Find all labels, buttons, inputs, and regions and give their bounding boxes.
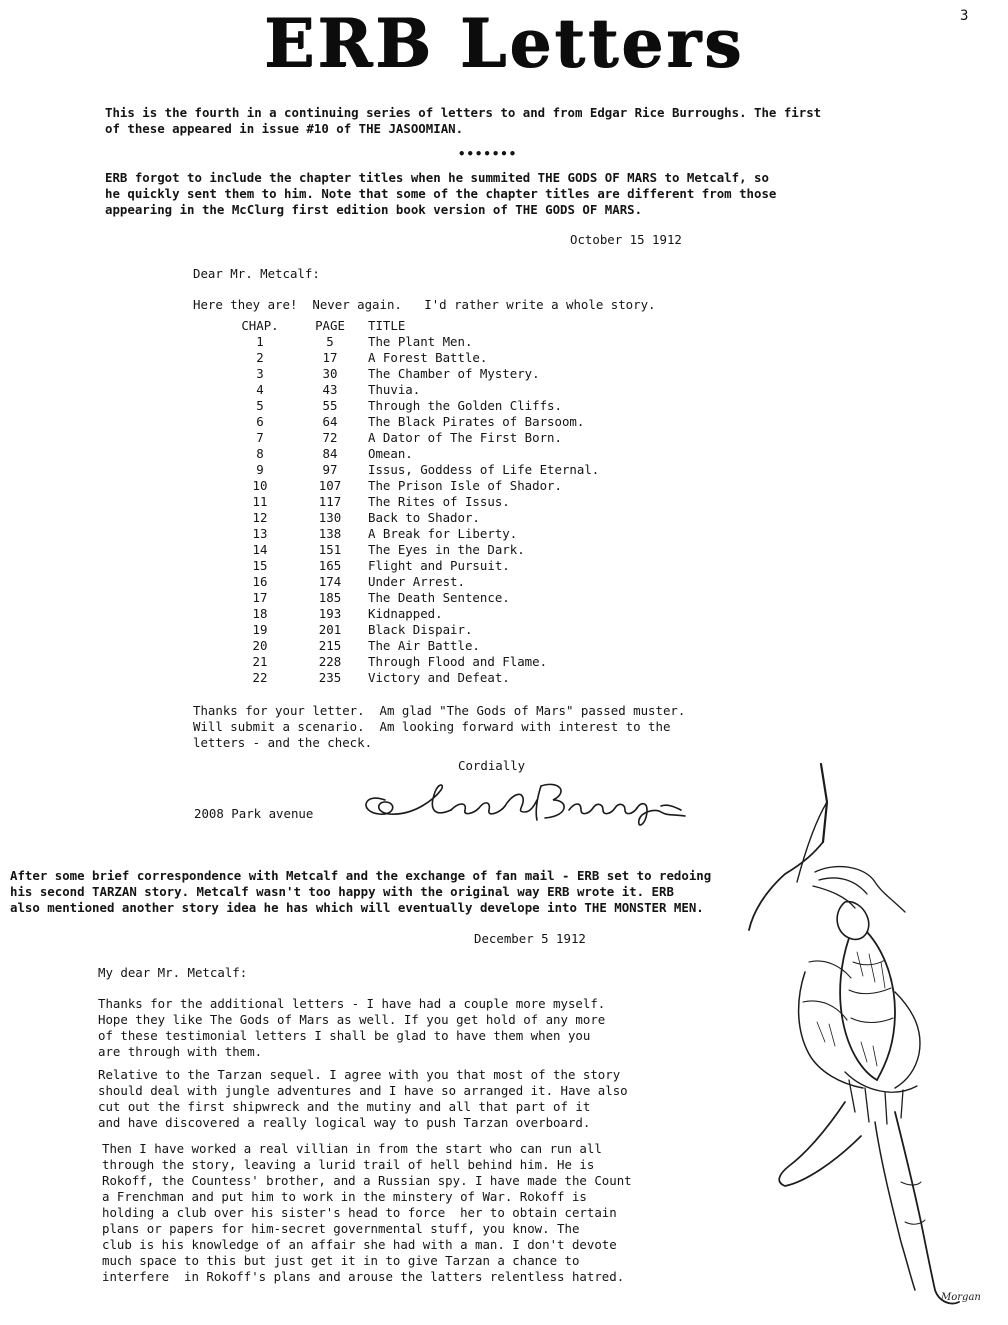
chapter-number: 20 bbox=[252, 638, 268, 653]
body-line: plans or papers for him-secret governmental stuff, you know. The bbox=[102, 1221, 580, 1236]
chapter-title: The Plant Men. bbox=[368, 334, 473, 349]
chapter-number: 13 bbox=[252, 526, 268, 541]
chapter-number: 9 bbox=[256, 462, 264, 477]
closing-line: Thanks for your letter. Am glad "The Gods of Mars" passed muster. bbox=[193, 703, 686, 718]
chapter-page: 55 bbox=[322, 398, 338, 413]
note-line: he quickly sent them to him. Note that some of the chapter titles are different from those bbox=[105, 186, 777, 201]
chapter-number: 4 bbox=[256, 382, 264, 397]
chapter-number: 8 bbox=[256, 446, 264, 461]
letter1-closing bbox=[193, 703, 685, 751]
body-line: and have discovered a really logical way to push Tarzan overboard. bbox=[98, 1115, 591, 1130]
chapter-page: 72 bbox=[322, 430, 338, 445]
chapter-row bbox=[228, 494, 668, 510]
letter1-address: 2008 Park avenue bbox=[194, 806, 314, 821]
chapter-title: Back to Shador. bbox=[368, 510, 480, 525]
body-line: are through with them. bbox=[98, 1044, 263, 1059]
chapter-row bbox=[228, 478, 668, 494]
chapter-title: Omean. bbox=[368, 446, 413, 461]
chapter-title: The Prison Isle of Shador. bbox=[368, 478, 562, 493]
chapter-title: A Forest Battle. bbox=[368, 350, 488, 365]
chapter-title: The Death Sentence. bbox=[368, 590, 510, 605]
chapter-row bbox=[228, 398, 668, 414]
chapter-title: Thuvia. bbox=[368, 382, 421, 397]
chapter-row bbox=[228, 638, 668, 654]
chapter-number: 5 bbox=[256, 398, 264, 413]
intro-paragraph bbox=[105, 105, 821, 137]
chapter-title: The Eyes in the Dark. bbox=[368, 542, 525, 557]
chapter-row bbox=[228, 430, 668, 446]
chapter-row bbox=[228, 366, 668, 382]
chapter-page: 165 bbox=[318, 558, 342, 573]
chapter-page: 215 bbox=[318, 638, 342, 653]
transition-line: After some brief correspondence with Metcalf and the exchange of fan mail - ERB set to redoing bbox=[10, 868, 712, 883]
chapter-row bbox=[228, 558, 668, 574]
body-line: much space to this but just get it in to give Tarzan a chance to bbox=[102, 1253, 580, 1268]
editor-transition bbox=[10, 868, 711, 916]
chapter-row bbox=[228, 670, 668, 686]
chapter-row bbox=[228, 510, 668, 526]
chapter-title: A Dator of The First Born. bbox=[368, 430, 562, 445]
chapter-page: 117 bbox=[318, 494, 342, 509]
chapter-page: 201 bbox=[318, 622, 342, 637]
chapter-title: Black Dispair. bbox=[368, 622, 473, 637]
chapter-number: 10 bbox=[252, 478, 268, 493]
chapter-number: 17 bbox=[252, 590, 268, 605]
body-line: Rokoff, the Countess' brother, and a Russian spy. I have made the Count bbox=[102, 1173, 632, 1188]
chapter-row bbox=[228, 654, 668, 670]
body-line: Then I have worked a real villian in from the start who can run all bbox=[102, 1141, 602, 1156]
chapter-page: 185 bbox=[318, 590, 342, 605]
tarzan-illustration bbox=[745, 762, 1000, 1312]
letter1-salutation: Dear Mr. Metcalf: bbox=[193, 266, 320, 281]
letter2-paragraph-2 bbox=[98, 1067, 628, 1131]
chapter-row bbox=[228, 350, 668, 366]
page-number: 3 bbox=[960, 8, 969, 24]
letter2-paragraph-3 bbox=[102, 1141, 632, 1285]
chapter-number: 7 bbox=[256, 430, 264, 445]
chapter-row bbox=[228, 574, 668, 590]
chapter-page: 43 bbox=[322, 382, 338, 397]
chapter-page: 84 bbox=[322, 446, 338, 461]
body-line: Hope they like The Gods of Mars as well. If you get hold of any more bbox=[98, 1012, 606, 1027]
artist-signature: Morgan bbox=[941, 1292, 981, 1303]
chapter-title: Through the Golden Cliffs. bbox=[368, 398, 562, 413]
chapter-row bbox=[228, 606, 668, 622]
chapter-page: 193 bbox=[318, 606, 342, 621]
chapter-page: 228 bbox=[318, 654, 342, 669]
chapter-row bbox=[228, 446, 668, 462]
chapter-row bbox=[228, 462, 668, 478]
intro-line: This is the fourth in a continuing series of letters to and from Edgar Rice Burroughs. The first bbox=[105, 105, 822, 120]
chapter-number: 22 bbox=[252, 670, 268, 685]
chapter-page: 5 bbox=[326, 334, 334, 349]
chapter-number: 11 bbox=[252, 494, 268, 509]
letter1-sign-off: Cordially bbox=[458, 758, 526, 773]
chapter-number: 19 bbox=[252, 622, 268, 637]
chapter-title: Victory and Defeat. bbox=[368, 670, 510, 685]
chapter-row bbox=[228, 382, 668, 398]
chapter-page: 235 bbox=[318, 670, 342, 685]
chapter-number: 16 bbox=[252, 574, 268, 589]
body-line: a Frenchman and put him to work in the minstery of War. Rokoff is bbox=[102, 1189, 587, 1204]
chapter-title: The Black Pirates of Barsoom. bbox=[368, 414, 585, 429]
burroughs-signature bbox=[355, 772, 695, 836]
note-line: appearing in the McClurg first edition book version of THE GODS OF MARS. bbox=[105, 202, 643, 217]
body-line: cut out the first shipwreck and the mutiny and all that part of it bbox=[98, 1099, 591, 1114]
chapter-table-header bbox=[228, 318, 668, 334]
letter2-paragraph-1 bbox=[98, 996, 605, 1060]
chapter-page: 17 bbox=[322, 350, 338, 365]
chapter-number: 14 bbox=[252, 542, 268, 557]
chapter-page: 151 bbox=[318, 542, 342, 557]
intro-line: of these appeared in issue #10 of THE JASOOMIAN. bbox=[105, 121, 464, 136]
letter2-salutation: My dear Mr. Metcalf: bbox=[98, 965, 248, 980]
closing-line: letters - and the check. bbox=[193, 735, 373, 750]
chapter-number: 15 bbox=[252, 558, 268, 573]
chapter-row bbox=[228, 526, 668, 542]
chapter-title: Issus, Goddess of Life Eternal. bbox=[368, 462, 600, 477]
chapter-title: A Break for Liberty. bbox=[368, 526, 518, 541]
body-line: Relative to the Tarzan sequel. I agree with you that most of the story bbox=[98, 1067, 621, 1082]
body-line: holding a club over his sister's head to force her to obtain certain bbox=[102, 1205, 617, 1220]
header-title: TITLE bbox=[368, 318, 406, 333]
body-line: Thanks for the additional letters - I have had a couple more myself. bbox=[98, 996, 606, 1011]
chapter-number: 12 bbox=[252, 510, 268, 525]
header-chap: CHAP. bbox=[241, 318, 279, 333]
chapter-table bbox=[228, 318, 668, 686]
chapter-number: 3 bbox=[256, 366, 264, 381]
chapter-row bbox=[228, 590, 668, 606]
chapter-row bbox=[228, 334, 668, 350]
chapter-page: 130 bbox=[318, 510, 342, 525]
chapter-page: 30 bbox=[322, 366, 338, 381]
closing-line: Will submit a scenario. Am looking forward with interest to the bbox=[193, 719, 671, 734]
chapter-page: 64 bbox=[322, 414, 338, 429]
chapter-number: 2 bbox=[256, 350, 264, 365]
chapter-title: The Air Battle. bbox=[368, 638, 480, 653]
chapter-rows bbox=[228, 334, 668, 686]
masthead-title: ERB Letters bbox=[263, 4, 745, 82]
chapter-page: 97 bbox=[322, 462, 338, 477]
chapter-row bbox=[228, 414, 668, 430]
body-line: of these testimonial letters I shall be glad to have them when you bbox=[98, 1028, 591, 1043]
transition-line: his second TARZAN story. Metcalf wasn't too happy with the original way ERB wrote it. ERB bbox=[10, 884, 674, 899]
chapter-title: The Rites of Issus. bbox=[368, 494, 510, 509]
chapter-title: Flight and Pursuit. bbox=[368, 558, 510, 573]
editor-note bbox=[105, 170, 776, 218]
chapter-number: 1 bbox=[256, 334, 264, 349]
body-line: interfere in Rokoff's plans and arouse the latters relentless hatred. bbox=[102, 1269, 625, 1284]
note-line: ERB forgot to include the chapter titles when he summited THE GODS OF MARS to Metcalf, so bbox=[105, 170, 769, 185]
chapter-number: 18 bbox=[252, 606, 268, 621]
header-page: PAGE bbox=[315, 318, 345, 333]
chapter-number: 6 bbox=[256, 414, 264, 429]
body-line: through the story, leaving a lurid trail of hell behind him. He is bbox=[102, 1157, 595, 1172]
body-line: should deal with jungle adventures and I have so arranged it. Have also bbox=[98, 1083, 628, 1098]
chapter-row bbox=[228, 542, 668, 558]
chapter-page: 174 bbox=[318, 574, 342, 589]
chapter-number: 21 bbox=[252, 654, 268, 669]
chapter-title: Under Arrest. bbox=[368, 574, 465, 589]
chapter-title: Kidnapped. bbox=[368, 606, 443, 621]
body-line: club is his knowledge of an affair she had with a man. I don't devote bbox=[102, 1237, 617, 1252]
chapter-page: 107 bbox=[318, 478, 342, 493]
chapter-page: 138 bbox=[318, 526, 342, 541]
separator-dots: ••••••• bbox=[458, 146, 518, 161]
transition-line: also mentioned another story idea he has which will eventually develope into THE MONSTER MEN. bbox=[10, 900, 704, 915]
letter2-date: December 5 1912 bbox=[474, 931, 586, 946]
letter1-opening: Here they are! Never again. I'd rather write a whole story. bbox=[193, 297, 656, 312]
chapter-title: The Chamber of Mystery. bbox=[368, 366, 540, 381]
letter1-date: October 15 1912 bbox=[570, 232, 682, 247]
chapter-row bbox=[228, 622, 668, 638]
chapter-title: Through Flood and Flame. bbox=[368, 654, 548, 669]
